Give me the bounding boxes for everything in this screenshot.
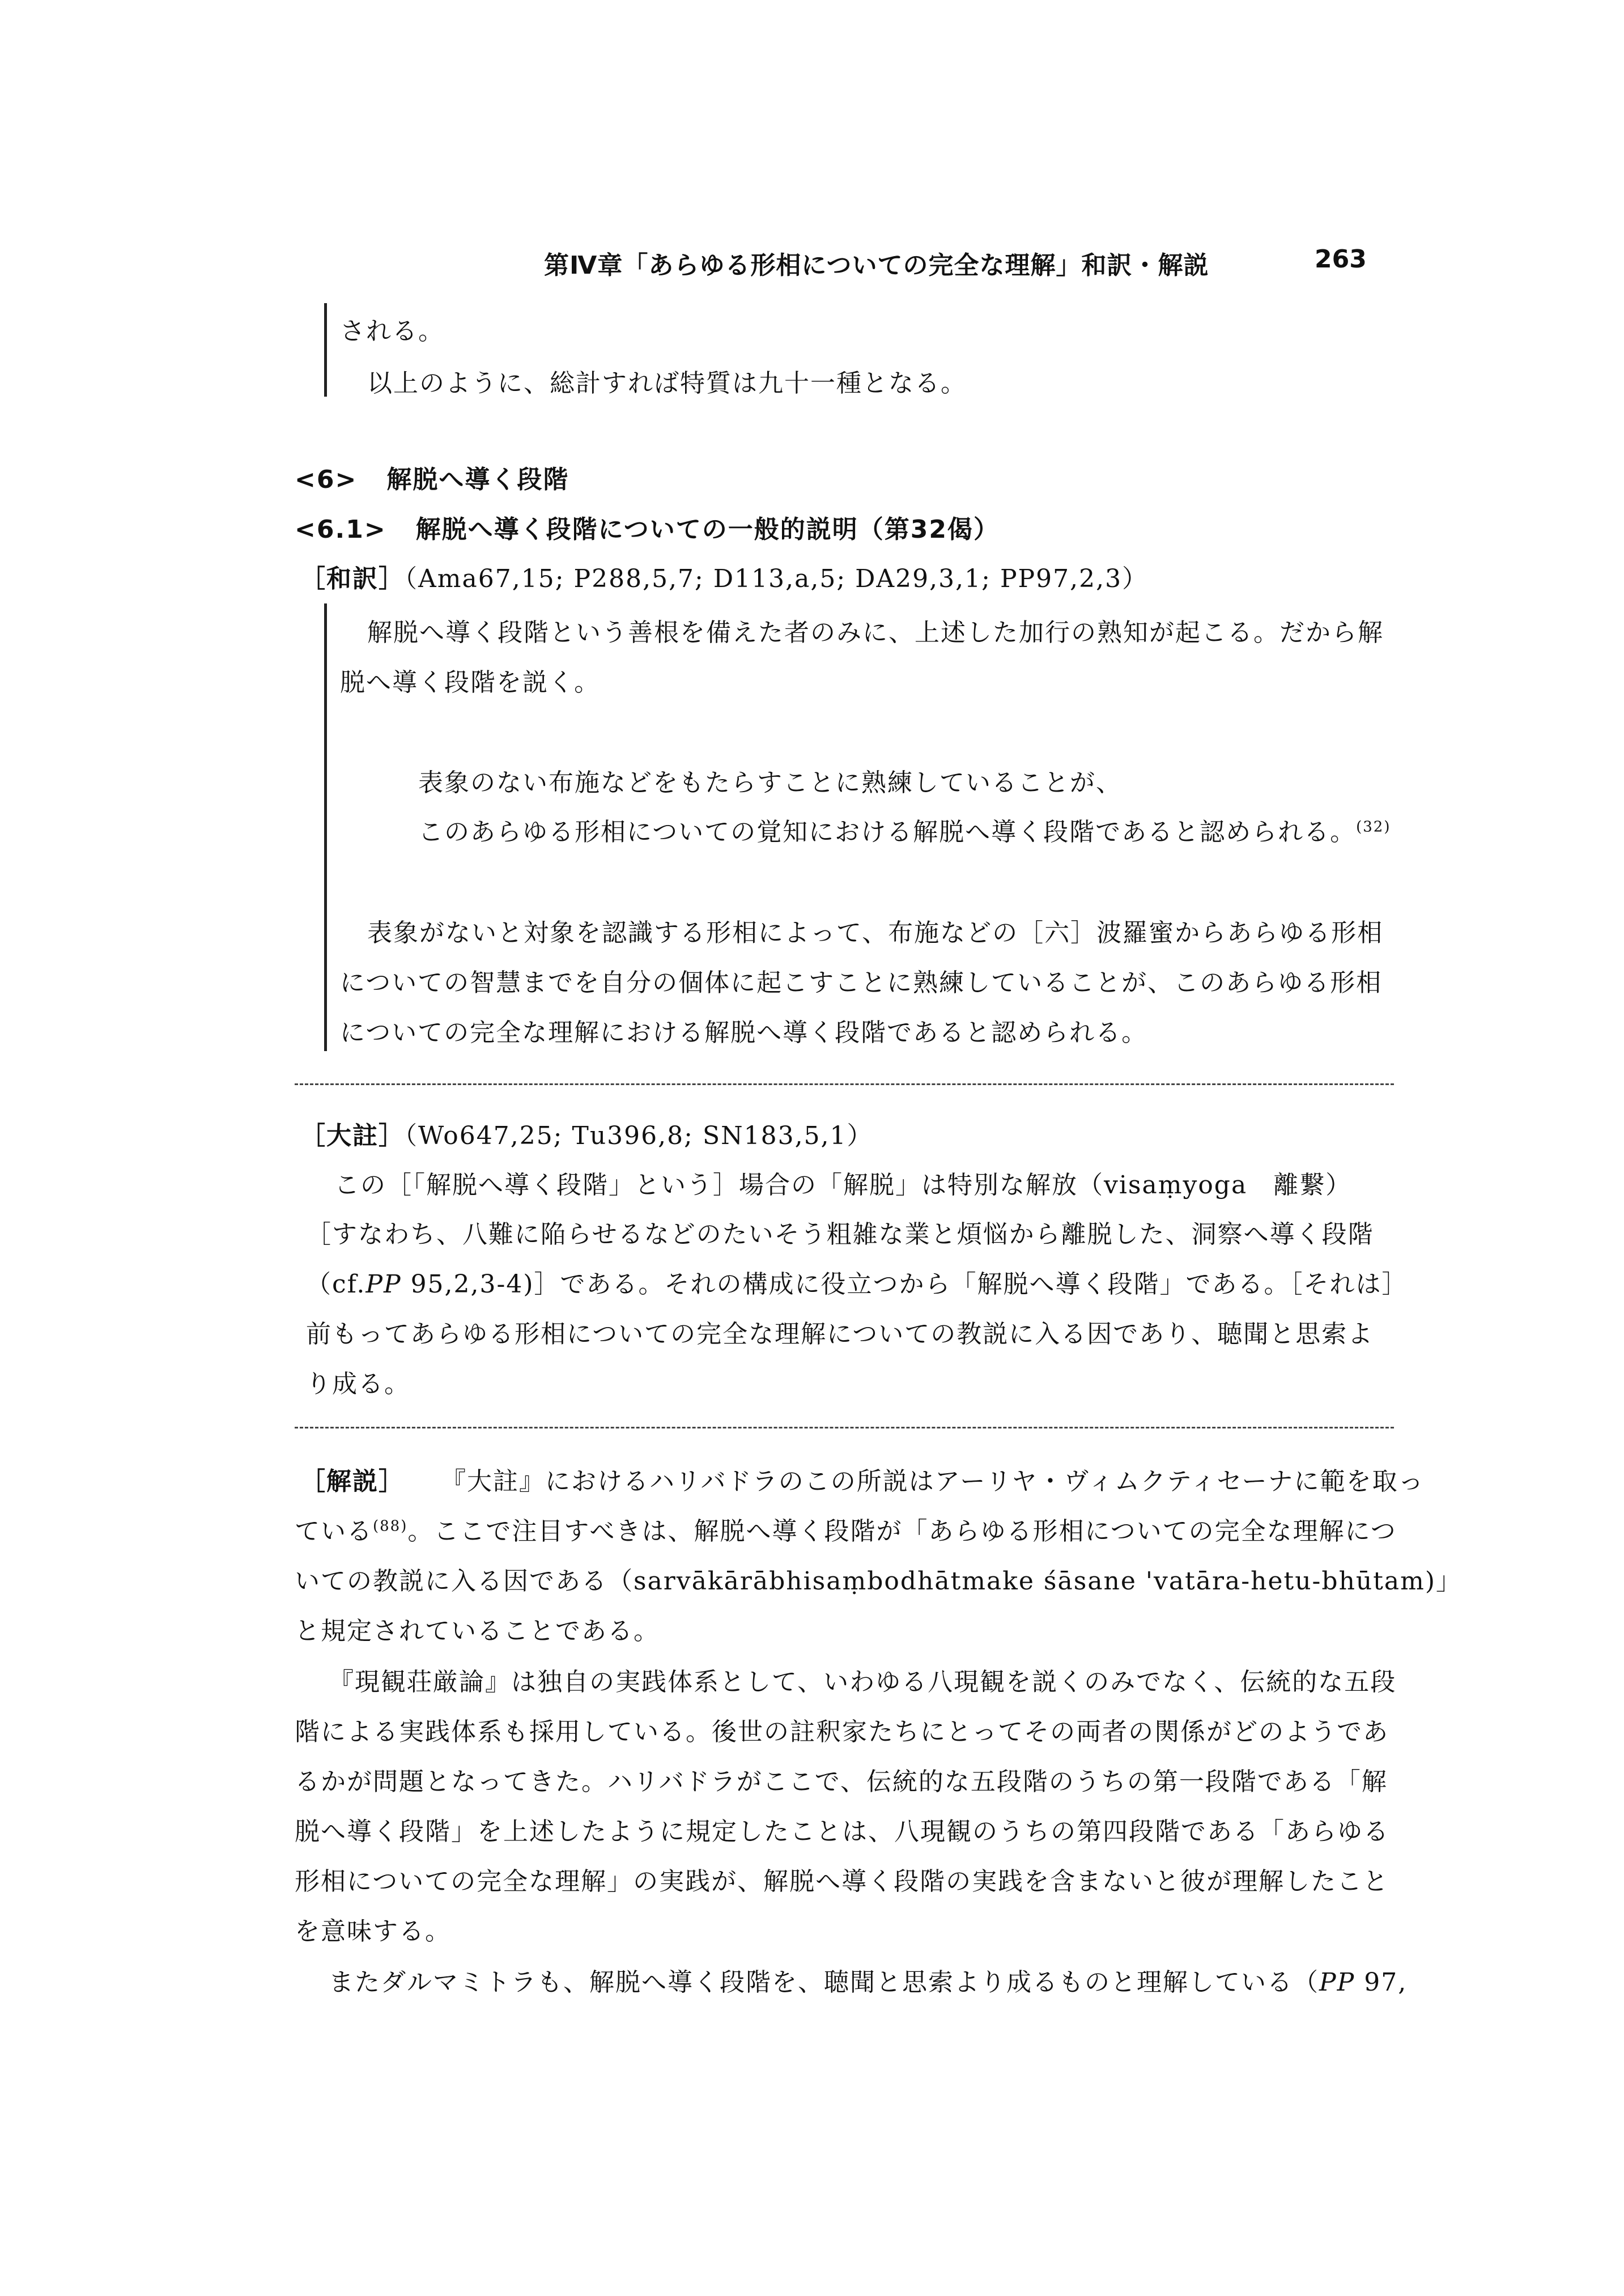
text-line: についての完全な理解における解脱へ導く段階であると認められる。	[340, 1018, 1148, 1047]
note-marker: (88)	[373, 1517, 408, 1535]
text-line: るかが問題となってきた。ハリバドラがここで、伝統的な五段階のうちの第一段階である「解	[295, 1767, 1388, 1796]
text-line: と規定されていることである。	[295, 1617, 660, 1646]
quote-bar	[324, 603, 327, 1051]
section-number: <6.1>	[295, 515, 386, 544]
section-divider	[295, 1083, 1394, 1085]
section-number: <6>	[295, 465, 358, 494]
section-divider	[295, 1427, 1394, 1428]
text-span: PP	[365, 1270, 402, 1299]
text-line: ［すなわち、八難に陥らせるなどのたいそう粗雑な業と煩悩から離脱した、洞察へ導く段階	[306, 1220, 1374, 1249]
text-line: 形相についての完全な理解」の実践が、解脱へ導く段階の実践を含まないと彼が理解したこと	[295, 1867, 1389, 1896]
text-line: 階による実践体系も採用している。後世の註釈家たちにとってその両者の関係がどのようであ	[295, 1717, 1389, 1746]
commentary-refs: （Wo647,25; Tu396,8; SN183,5,1）	[405, 1121, 873, 1150]
text-line: この［「解脱へ導く段階」という］場合の「解脱」は特別な解放（visaṃyoga 離繋）	[334, 1171, 1352, 1200]
running-header: 第Ⅳ章「あらゆる形相についての完全な理解」和訳・解説	[544, 251, 1209, 280]
translation-refs: （Ama67,15; P288,5,7; D113,a,5; DA29,3,1; PP97,2,3）	[405, 564, 1149, 593]
text-span: 『大註』におけるハリバドラのこの所説はアーリヤ・ヴィムクティセーナに範を取っ	[440, 1467, 1425, 1496]
text-line: 解脱へ導く段階という善根を備えた者のみに、上述した加行の熟知が起こる。だから解	[367, 618, 1384, 647]
subsection-heading	[295, 509, 1000, 545]
quote-bar	[324, 303, 327, 397]
note-marker: (32)	[1356, 818, 1391, 836]
text-line: 『現観荘厳論』は独自の実践体系として、いわゆる八現観を説くのみでなく、伝統的な五段	[329, 1668, 1397, 1697]
text-line: 脱へ導く段階」を上述したように規定したことは、八現観のうちの第四段階である「あらゆる	[295, 1817, 1389, 1846]
section-title: 解脱へ導く段階	[386, 465, 569, 494]
text-line	[300, 1461, 1425, 1497]
explanation-label: ［解説］	[300, 1467, 405, 1496]
commentary-label: ［大註］	[300, 1121, 405, 1150]
text-line: される。	[340, 317, 444, 346]
text-line: を意味する。	[295, 1917, 451, 1946]
text-line: 前もってあらゆる形相についての完全な理解についての教説に入る因であり、聴聞と思索よ	[306, 1320, 1374, 1349]
verse-text: このあらゆる形相についての覚知における解脱へ導く段階であると認められる。	[418, 818, 1357, 847]
text-line: り成る。	[306, 1370, 410, 1398]
verse-line: 表象のない布施などをもたらすことに熟練していることが、	[418, 768, 1122, 797]
translation-label: ［和訳］	[300, 564, 405, 593]
text-span: 97,	[1355, 1968, 1408, 1997]
text-span: ている	[295, 1517, 373, 1546]
text-span: PP	[1319, 1968, 1355, 1997]
text-line: 脱へ導く段階を説く。	[340, 668, 601, 697]
text-span: またダルマミトラも、解脱へ導く段階を、聴聞と思索より成るものと理解している（	[329, 1968, 1319, 1997]
text-line	[295, 1511, 1397, 1547]
commentary-header	[300, 1115, 873, 1151]
text-line	[329, 1962, 1407, 1998]
text-line: 表象がないと対象を認識する形相によって、布施などの［六］波羅蜜からあらゆる形相	[367, 919, 1384, 947]
section-heading	[295, 459, 569, 495]
verse-line	[418, 811, 1391, 848]
text-span: 。ここで注目すべきは、解脱へ導く段階が「あらゆる形相についての完全な理解につ	[407, 1517, 1397, 1546]
page-number: 263	[1315, 245, 1367, 274]
translation-header	[300, 558, 1148, 594]
text-line	[306, 1264, 1408, 1300]
text-span: 95,2,3-4)］である。それの構成に役立つから「解脱へ導く段階」である。［それは］	[401, 1270, 1408, 1299]
text-line: いての教説に入る因である（sarvākārābhisaṃbodhātmake śāsane 'vatāra-hetu-bhūtam)」	[295, 1567, 1463, 1596]
text-span: （cf.	[306, 1270, 366, 1299]
text-line: 以上のように、総計すれば特質は九十一種となる。	[367, 369, 967, 398]
text-line: についての智慧までを自分の個体に起こすことに熟練していることが、このあらゆる形相	[340, 968, 1383, 997]
section-title: 解脱へ導く段階についての一般的説明（第32偈）	[415, 515, 1000, 544]
